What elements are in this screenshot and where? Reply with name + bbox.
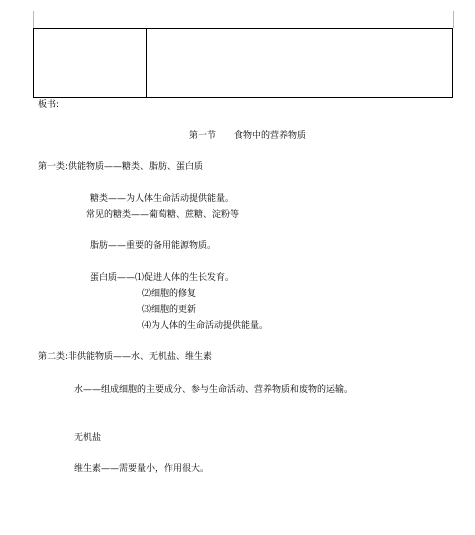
table-column-divider <box>146 29 147 97</box>
crop-mark-right <box>453 11 454 28</box>
water-definition: 水——组成细胞的主要成分、参与生命活动、营养物质和废物的运输。 <box>74 385 354 395</box>
board-label: 板书: <box>38 100 60 110</box>
sugar-definition: 糖类——为人体生命活动提供能量。 <box>90 194 235 204</box>
protein-function-2: ⑵细胞的修复 <box>142 289 197 299</box>
fat-definition: 脂肪——重要的备用能源物质。 <box>90 241 217 251</box>
section-title: 第一节 食物中的营养物质 <box>189 131 307 141</box>
protein-function-1: 蛋白质——⑴促进人体的生长发育。 <box>90 273 235 283</box>
category-2-heading: 第二类:非供能物质——水、无机盐、维生素 <box>38 352 213 362</box>
vitamin-definition: 维生素——需要量小，作用很大。 <box>74 464 210 474</box>
protein-function-4: ⑷为人体的生命活动提供能量。 <box>142 321 269 331</box>
crop-mark-left <box>33 11 34 28</box>
protein-function-3: ⑶细胞的更新 <box>142 305 197 315</box>
category-1-heading: 第一类:供能物质——糖类、脂肪、蛋白质 <box>38 162 204 172</box>
mineral-salts-label: 无机盐 <box>74 433 102 443</box>
common-sugars: 常见的糖类——葡萄糖、蔗糖、淀粉等 <box>86 210 240 220</box>
empty-table <box>33 28 453 98</box>
